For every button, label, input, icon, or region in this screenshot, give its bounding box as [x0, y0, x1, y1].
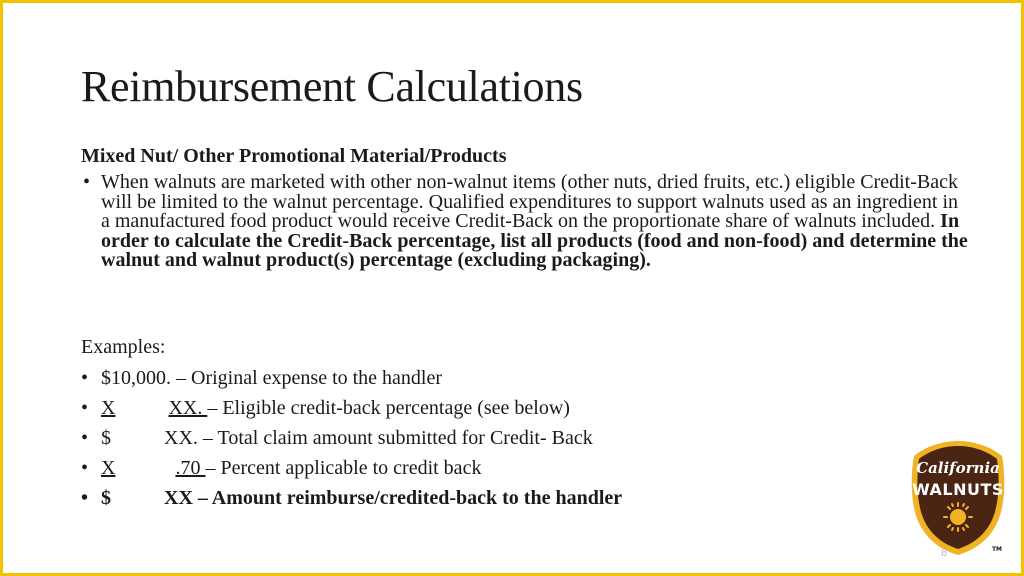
example-lead: X — [101, 397, 116, 419]
california-walnuts-logo — [909, 439, 1007, 557]
example-text: – Amount reimburse/credited-back to the handler — [192, 487, 623, 509]
bullet: • — [81, 397, 89, 419]
example-value: XX. — [164, 427, 198, 449]
list-item — [81, 425, 622, 455]
example-value: XX — [164, 487, 193, 509]
logo-brand-text: WALNUTS — [912, 480, 1004, 499]
example-value: XX. — [168, 397, 208, 419]
list-item — [81, 485, 622, 515]
bullet: • — [83, 171, 91, 193]
example-lead: $ — [101, 487, 111, 509]
bullet: • — [81, 487, 89, 509]
example-value: .70 — [175, 457, 206, 479]
logo-script-text: California — [916, 459, 1000, 477]
bullet: • — [81, 427, 89, 449]
example-text: – Percent applicable to credit back — [205, 457, 482, 479]
example-text: – Total claim amount submitted for Credit- Back — [197, 427, 593, 449]
explanation-paragraph — [81, 173, 971, 271]
example-text: – Original expense to the handler — [171, 367, 443, 389]
trademark-mark: TM — [991, 546, 1003, 553]
example-lead: $10,000. — [101, 367, 171, 389]
example-lead: X — [101, 457, 116, 479]
examples-label: Examples: — [81, 336, 166, 358]
section-subtitle: Mixed Nut/ Other Promotional Material/Products — [81, 145, 507, 167]
list-item — [81, 455, 622, 485]
example-underlined — [101, 457, 205, 479]
list-item — [81, 395, 622, 425]
paragraph-bold-text: In order to calculate the Credit-Back percentage, list all products (food and non-food) and determine the walnut and walnut product(s) percentage (excluding packaging). — [101, 210, 968, 271]
list-item — [81, 365, 622, 395]
bullet: • — [81, 457, 89, 479]
slide-title: Reimbursement Calculations — [81, 62, 583, 111]
example-underlined — [101, 397, 207, 419]
example-text: – Eligible credit-back percentage (see below) — [207, 397, 570, 419]
bullet: • — [81, 367, 89, 389]
paragraph-text — [101, 173, 971, 271]
example-lead: $ — [101, 427, 111, 449]
examples-list — [81, 365, 622, 515]
page-number: 8 — [941, 547, 948, 559]
paragraph-normal-text: When walnuts are marketed with other non-walnut items (other nuts, dried fruits, etc.) eligible Credit-Back will be limited to the walnut percentage. Qualified expenditures to support walnuts used as an ingredient in a manufactured food product would receive Credit-Back on the proportionate share of walnuts included. — [101, 171, 959, 232]
